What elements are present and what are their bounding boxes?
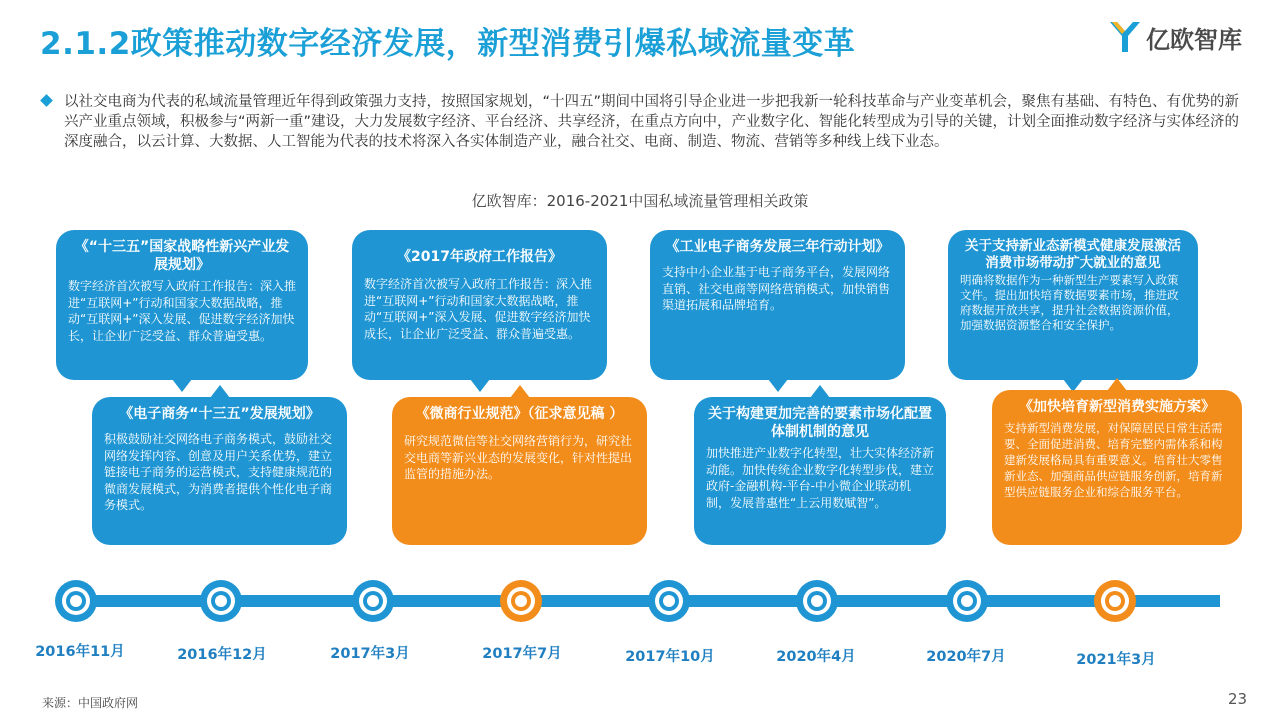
policy-card-title: 关于构建更加完善的要素市场化配置体制机制的意见 — [708, 406, 932, 440]
timeline-node — [796, 580, 838, 622]
policy-card-body: 数字经济首次被写入政府工作报告：深入推进“互联网+”行动和国家大数据战略，推动“互联网+”深入发展、促进数字经济加快长，让企业广泛受益、群众普遍受惠。 — [68, 279, 297, 343]
timeline-date: 2016年12月 — [177, 647, 267, 663]
logo-mark-icon — [1108, 18, 1142, 54]
policy-card-title: 《加快培育新型消费实施方案》 — [1019, 399, 1215, 415]
policy-card-2017-10 — [650, 230, 905, 380]
timeline-date: 2017年10月 — [625, 649, 715, 665]
chart-subtitle: 亿欧智库：2016-2021中国私域流量管理相关政策 — [471, 192, 809, 210]
logo — [1108, 14, 1258, 58]
timeline-node — [200, 580, 242, 622]
timeline-date: 2017年7月 — [482, 646, 562, 662]
timeline-node — [352, 580, 394, 622]
bullet-icon — [40, 94, 53, 107]
timeline-date: 2021年3月 — [1076, 652, 1156, 668]
policy-card-2017-07 — [392, 397, 647, 545]
timeline-node — [648, 580, 690, 622]
timeline-date: 2016年11月 — [35, 644, 125, 660]
intro-paragraph: 以社交电商为代表的私域流量管理近年得到政策强力支持，按照国家规划，“十四五”期间中国将引导企业进一步把我新一轮科技革命与产业变革机会，聚焦有基础、有特色、有优势的新兴产业重点领域，积极参与“两新一重”建设，大力发展数字经济、平台经济、共享经济，在重点方向中，产业数字化、智能化转型成为引导的关键，计划全面推动数字经济与实体经济的深度融合，以云计算、大数据、人工智能为代表的技术将深入各实体制造产业，融合社交、电商、制造、物流、营销等多种线上线下业态。 — [64, 94, 1240, 150]
policy-card-2016-11 — [56, 230, 308, 380]
policy-card-2017-03 — [352, 230, 607, 380]
policy-card-title: 关于支持新业态新模式健康发展激活消费市场带动扩大就业的意见 — [965, 238, 1181, 271]
policy-card-body: 支持中小企业基于电子商务平台，发展网络直销、社交电商等网络营销模式，加快销售渠道拓展和品牌培育。 — [662, 265, 891, 312]
policy-card-2016-12 — [92, 397, 347, 545]
policy-card-body: 研究规范微信等社交网络营销行为，研究社交电商等新兴业态的发展变化，针对性提出监管的措施办法。 — [404, 434, 633, 481]
policy-card-2020-04 — [694, 397, 946, 545]
timeline-date: 2017年3月 — [330, 646, 410, 662]
policy-card-body: 数字经济首次被写入政府工作报告：深入推进“互联网+”行动和国家大数据战略，推动“互联网+”深入发展、促进数字经济加快成长，让企业广泛受益、群众普遍受惠。 — [364, 277, 593, 341]
policy-card-body: 支持新型消费发展，对保障居民日常生活需要、全面促进消费、培育完整内需体系和构建新发展格局具有重要意义。培育壮大零售新业态、加强商品供应链服务创新，培育新型供应链服务企业和综合服务平台。 — [1004, 421, 1223, 499]
timeline-node — [55, 580, 97, 622]
policy-card-title: 《“十三五”国家战略性新兴产业发展规划》 — [74, 239, 290, 273]
policy-card-title: 《微商行业规范》（征求意见稿 ） — [415, 406, 624, 422]
policy-card-title: 《2017年政府工作报告》 — [397, 249, 562, 265]
timeline-node — [1094, 580, 1136, 622]
policy-card-title: 《电子商务“十三五”发展规划》 — [119, 406, 320, 422]
page-number: 23 — [1228, 690, 1248, 708]
policy-card-2021-03 — [992, 390, 1242, 545]
policy-card-2020-07 — [948, 230, 1198, 380]
timeline-node — [946, 580, 988, 622]
policy-card-body: 积极鼓励社交网络电子商务模式，鼓励社交网络发挥内容、创意及用户关系优势，建立链接电子商务的运营模式，支持健康规范的微商发展模式，为消费者提供个性化电子商务模式。 — [104, 432, 333, 512]
page-title: 2.1.2政策推动数字经济发展，新型消费引爆私域流量变革 — [40, 26, 856, 62]
source-note: 来源：中国政府网 — [42, 696, 139, 710]
logo-text: 亿欧智库 — [1146, 26, 1242, 54]
timeline-date: 2020年4月 — [776, 649, 856, 665]
timeline-node — [500, 580, 542, 622]
policy-card-body: 加快推进产业数字化转型，壮大实体经济新动能。加快传统企业数字化转型步伐，建立政府-金融机构-平台-中小微企业联动机制，发展普惠性“上云用数赋智”。 — [706, 446, 935, 510]
timeline-date: 2020年7月 — [926, 649, 1006, 665]
policy-card-body: 明确将数据作为一种新型生产要素写入政策文件。提出加快培育数据要素市场，推进政府数据开放共享，提升社会数据资源价值，加强数据资源整合和安全保护。 — [960, 273, 1179, 332]
policy-card-title: 《工业电子商务发展三年行动计划》 — [665, 239, 890, 255]
